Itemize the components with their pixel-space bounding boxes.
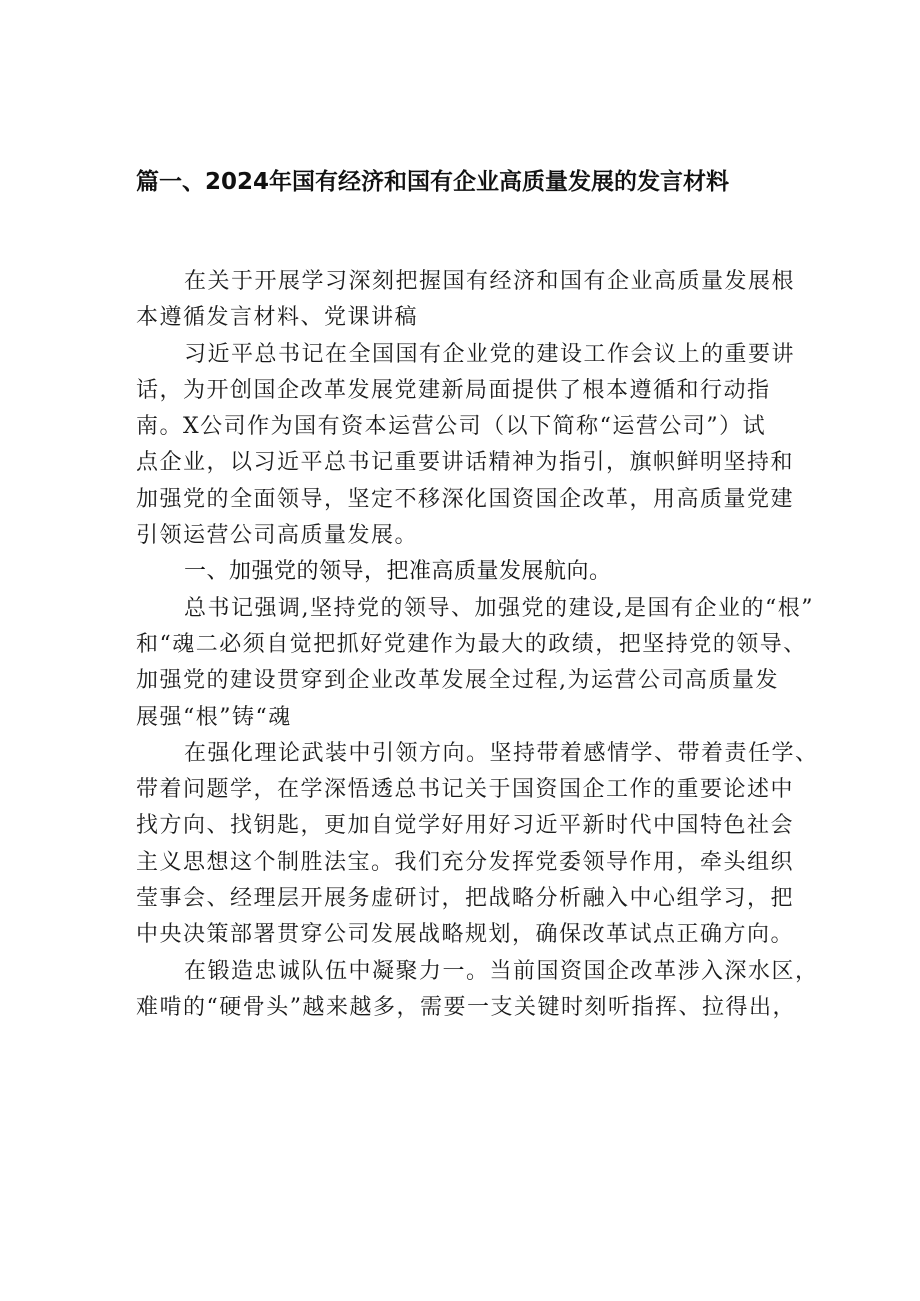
text-line: 和“魂二必须自觉把抓好党建作为最大的政绩，把坚持党的领导、 [136,631,807,657]
section-heading: 一、加强党的领导，把准高质量发展航向。 [184,559,612,585]
text-line: 主义思想这个制胜法宝。我们充分发挥党委领导作用，牵头组织 [136,849,795,875]
document-body [136,264,819,1026]
paragraph-theory [136,736,819,954]
text-line: 在关于开展学习深刻把握国有经济和国有企业高质量发展根 [184,269,796,294]
text-line: 习近平总书记在全国国有企业党的建设工作会议上的重要讲 [184,341,796,367]
text-line: 加强党的建设贯穿到企业改革发展全过程,为运营公司高质量发 [136,668,779,694]
text-line: 难啃的“硬骨头”越来越多，需要一支关键时刻听指挥、拉得出， [136,994,796,1020]
text-line: 引领运营公司高质量发展。 [136,523,419,549]
document-title: 篇一、2024年国有经济和国有企业高质量发展的发言材料 [136,169,730,195]
text-line: 总书记强调,坚持党的领导、加强党的建设,是国有企业的“根” [184,595,814,621]
paragraph-intro [136,264,796,337]
text-line: 加强党的全面领导，坚定不移深化国资国企改革，用高质量党建 [136,486,795,512]
text-line: 中央决策部署贯穿公司发展战略规划，确保改革试点正确方向。 [136,922,795,948]
text-line: 南。X公司作为国有资本运营公司（以下简称“运营公司”）试 [136,414,767,440]
text-line: 带着问题学，在学深悟透总书记关于国资国企工作的重要论述中 [136,777,795,803]
text-line: 找方向、找钥匙，更加自觉学好用好习近平新时代中国特色社会 [136,813,795,839]
paragraph-leadership [136,591,814,736]
text-line: 展强“根”铸“魂 [136,704,292,730]
text-line: 莹事会、经理层开展务虚研讨，把战略分析融入中心组学习，把 [136,886,795,912]
paragraph-speech [136,337,796,555]
text-line: 点企业，以习近平总书记重要讲话精神为指引，旗帜鲜明坚持和 [136,450,795,476]
text-line: 在强化理论武装中引领方向。坚持带着感情学、带着责任学、 [184,740,819,766]
paragraph-team [136,954,819,1027]
text-line: 话，为开创国企改革发展党建新局面提供了根本遵循和行动指 [136,377,771,403]
text-line: 在锻造忠诚队伍中凝聚力一。当前国资国企改革涉入深水区， [184,958,819,984]
text-line: 本遵循发言材料、党课讲稿 [136,305,419,331]
